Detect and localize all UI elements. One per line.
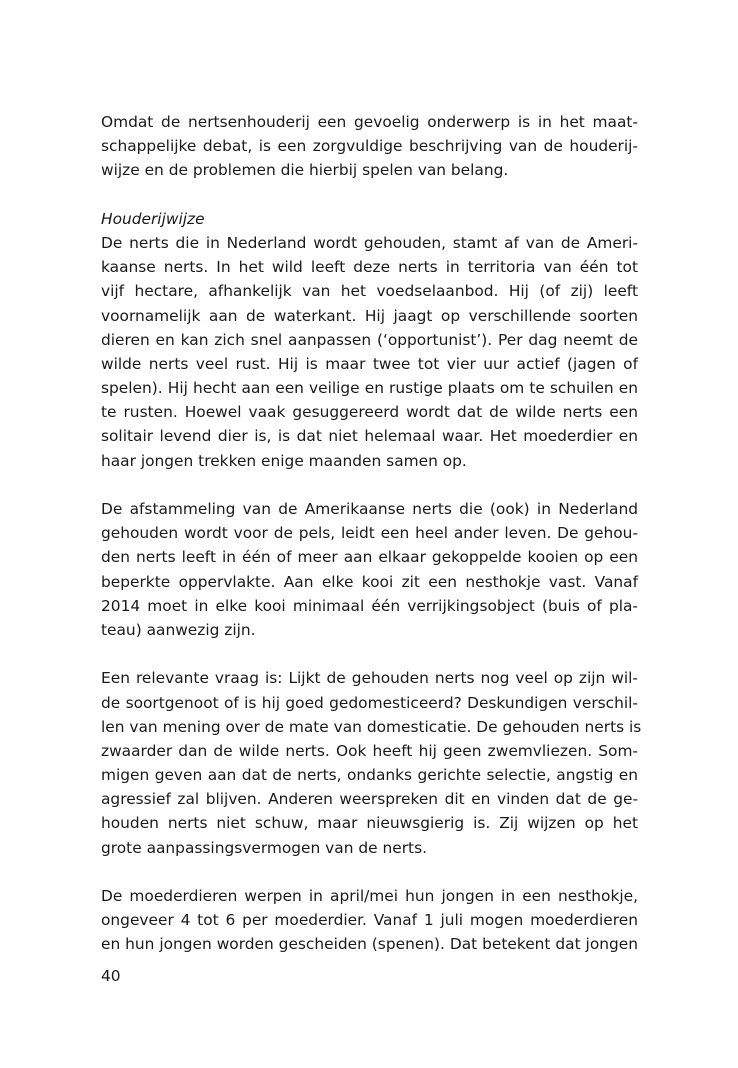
paragraph-gap (101, 473, 638, 497)
paragraph-gap (101, 183, 638, 207)
text-line: kaanse nerts. In het wild leeft deze nerts in territoria van één tot (101, 258, 638, 277)
text-line: ongeveer 4 tot 6 per moederdier. Vanaf 1 juli mogen moederdieren (101, 911, 638, 930)
text-line: zwaarder dan de wilde nerts. Ook heeft hij geen zwemvliezen. Som- (101, 741, 638, 760)
text-line: den nerts leeft in één of meer aan elkaar gekoppelde kooien op een (101, 548, 638, 567)
text-line: De nerts die in Nederland wordt gehouden, stamt af van de Ameri- (101, 233, 638, 252)
paragraph-moederdieren (101, 884, 638, 957)
text-line: voornamelijk aan de waterkant. Hij jaagt op verschillende soorten (101, 306, 638, 325)
text-line: beperkte oppervlakte. Aan elke kooi zit een nesthokje vast. Vanaf (101, 572, 638, 591)
text-line: migen geven aan dat de nerts, ondanks gerichte selectie, angstig en (101, 766, 638, 785)
text-line: Een relevante vraag is: Lijkt de gehouden nerts nog veel op zijn wil- (101, 669, 638, 688)
text-line: houden nerts niet schuw, maar nieuwsgierig is. Zij wijzen op het (101, 814, 638, 833)
text-line: vijf hectare, afhankelijk van het voedselaanbod. Hij (of zij) leeft (101, 282, 638, 301)
text-line: de soortgenoot of is hij goed gedomesticeerd? Deskundigen verschil- (101, 693, 638, 712)
text-line: grote aanpassingsvermogen van de nerts. (101, 838, 427, 857)
text-line: agressief zal blijven. Anderen weerspreken dit en vinden dat de ge- (101, 790, 638, 809)
text-line: spelen). Hij hecht aan een veilige en rustige plaats om te schuilen en (101, 379, 638, 398)
text-line: De afstammeling van de Amerikaanse nerts die (ook) in Nederland (101, 500, 638, 518)
text-line: Omdat de nertsenhouderij een gevoelig onderwerp is in het maat- (101, 113, 638, 131)
section-houderijwijze (101, 207, 638, 473)
paragraph-gap (101, 860, 638, 884)
body-text (101, 110, 642, 957)
paragraph-gap (101, 642, 638, 666)
text-line: wilde nerts veel rust. Hij is maar twee tot vier uur actief (jagen of (101, 354, 638, 373)
text-line: schappelijke debat, is een zorgvuldige beschrijving van de houderij- (101, 137, 638, 156)
text-line: gehouden wordt voor de pels, leidt een heel ander leven. De gehou- (101, 524, 638, 543)
paragraph-domesticatie (101, 666, 642, 860)
text-line: teau) aanwezig zijn. (101, 620, 256, 639)
text-line: dieren en kan zich snel aanpassen (‘opportunist’). Per dag neemt de (101, 330, 638, 349)
text-line: len van mening over de mate van domesticatie. De gehouden nerts is (101, 717, 642, 736)
paragraph-afstammeling (101, 497, 638, 642)
page-number: 40 (101, 967, 121, 985)
text-line: wijze en de problemen die hierbij spelen van belang. (101, 161, 509, 180)
section-heading: Houderijwijze (101, 209, 205, 228)
text-line: De moederdieren werpen in april/mei hun jongen in een nesthokje, (101, 887, 638, 905)
text-line: solitair levend dier is, is dat niet helemaal waar. Het moederdier en (101, 427, 638, 446)
paragraph-intro (101, 110, 638, 183)
text-line: haar jongen trekken enige maanden samen op. (101, 451, 467, 470)
text-line: 2014 moet in elke kooi minimaal één verrijkingsobject (buis of pla- (101, 596, 638, 615)
text-line: te rusten. Hoewel vaak gesuggereerd wordt dat de wilde nerts een (101, 403, 638, 422)
text-line: en hun jongen worden gescheiden (spenen). Dat betekent dat jongen (101, 935, 638, 954)
